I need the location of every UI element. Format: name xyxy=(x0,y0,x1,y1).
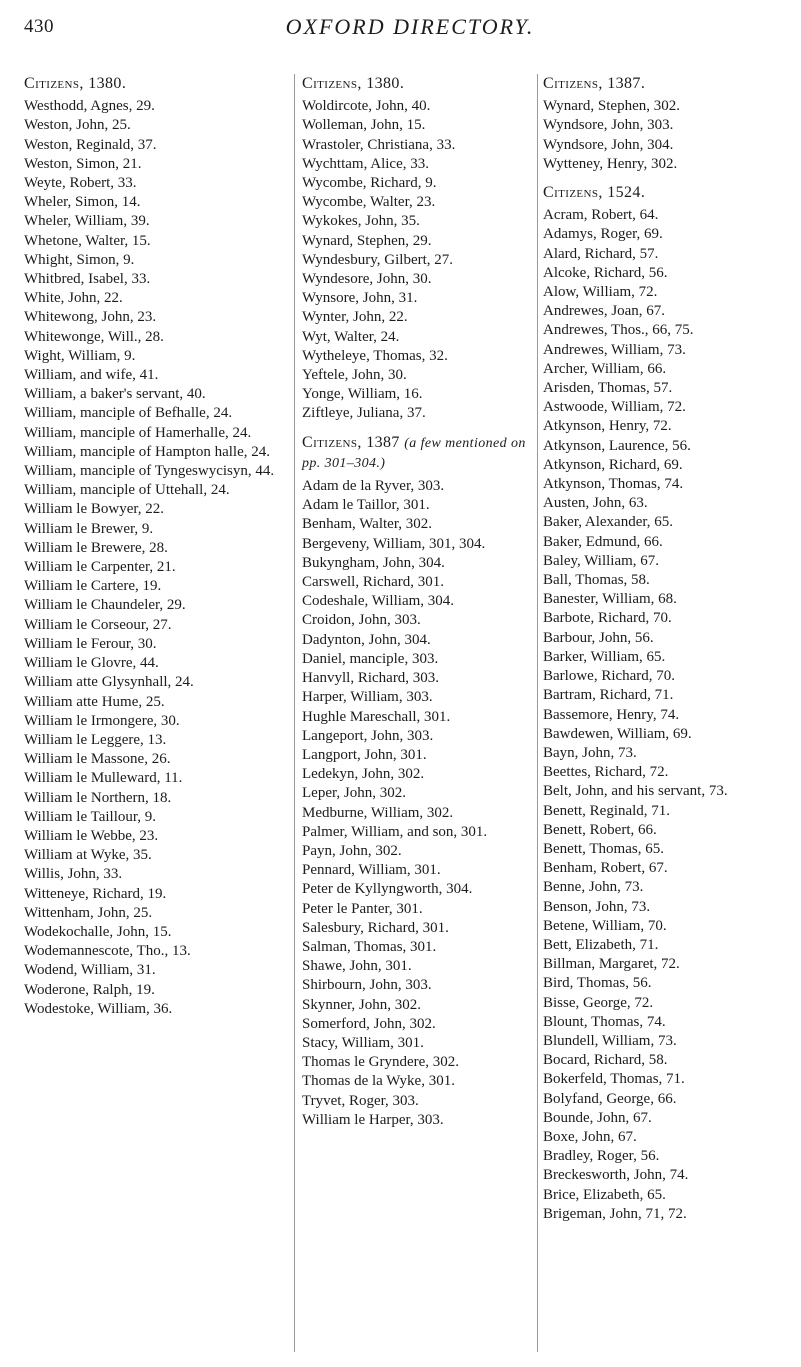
section-heading-text: Citizens, 1387 xyxy=(302,433,400,451)
directory-entry: Bartram, Richard, 71. xyxy=(543,687,674,704)
directory-entry: Salesbury, Richard, 301. xyxy=(302,919,449,936)
directory-entry: Whitewong, John, 23. xyxy=(24,309,157,326)
directory-entry: Betene, William, 70. xyxy=(543,917,667,934)
directory-entry: Tryvet, Roger, 303. xyxy=(302,1092,419,1109)
column-divider xyxy=(294,74,295,1352)
directory-entry: William, manciple of Tyngeswycisyn, 44. xyxy=(24,463,275,480)
directory-entry: Alard, Richard, 57. xyxy=(543,245,659,262)
directory-entry: Whitbred, Isabel, 33. xyxy=(24,271,151,288)
directory-entry: Wycombe, Walter, 23. xyxy=(302,194,436,211)
directory-entry: Benham, Walter, 302. xyxy=(302,516,432,533)
directory-entry: William atte Glysynhall, 24. xyxy=(24,674,194,691)
directory-entry: Weston, Reginald, 37. xyxy=(24,136,157,153)
directory-entry: Acram, Robert, 64. xyxy=(543,207,659,224)
directory-entry: Somerford, John, 302. xyxy=(302,1015,436,1032)
directory-entry: Bounde, John, 67. xyxy=(543,1109,652,1126)
directory-entry: Wheler, William, 39. xyxy=(24,213,150,230)
directory-entry: Wheler, Simon, 14. xyxy=(24,194,141,211)
directory-entry: Payn, John, 302. xyxy=(302,842,402,859)
directory-entry: Wyndesbury, Gilbert, 27. xyxy=(302,251,454,268)
directory-entry: William, manciple of Befhalle, 24. xyxy=(24,405,233,422)
directory-entry: Wyndsore, John, 304. xyxy=(543,136,674,153)
directory-entry: Yonge, William, 16. xyxy=(302,386,423,403)
directory-entry: Woderone, Ralph, 19. xyxy=(24,981,155,998)
directory-entry: Astwoode, William, 72. xyxy=(543,399,686,416)
directory-entry: Palmer, William, and son, 301. xyxy=(302,823,488,840)
directory-entry: Thomas le Gryndere, 302. xyxy=(302,1054,460,1071)
directory-entry: Bukyngham, John, 304. xyxy=(302,554,445,571)
directory-entry: Bradley, Roger, 56. xyxy=(543,1148,660,1165)
directory-entry: Alow, William, 72. xyxy=(543,284,658,301)
directory-entry: Banester, William, 68. xyxy=(543,591,677,608)
directory-entry: Witteneye, Richard, 19. xyxy=(24,885,167,902)
directory-entry: Barbote, Richard, 70. xyxy=(543,610,672,627)
directory-entry: Wyt, Walter, 24. xyxy=(302,328,400,345)
directory-entry: Andrewes, Thos., 66, 75. xyxy=(543,322,694,339)
directory-entry: Shirbourn, John, 303. xyxy=(302,977,432,994)
directory-entry: Wynard, Stephen, 302. xyxy=(543,98,680,115)
page-number: 430 xyxy=(24,16,54,37)
section-heading xyxy=(24,74,294,93)
directory-entry: Alcoke, Richard, 56. xyxy=(543,264,668,281)
directory-entry: Atkynson, Thomas, 74. xyxy=(543,476,684,493)
directory-entry: Langport, John, 301. xyxy=(302,746,427,763)
directory-entry: Baker, Alexander, 65. xyxy=(543,514,674,531)
directory-entry: Dadynton, John, 304. xyxy=(302,631,431,648)
directory-entry: Wyndsore, John, 303. xyxy=(543,117,674,134)
directory-entry: Andrewes, Joan, 67. xyxy=(543,303,666,320)
directory-entry: Adam le Taillor, 301. xyxy=(302,497,430,514)
directory-entry: Barbour, John, 56. xyxy=(543,629,654,646)
directory-entry: William le Bowyer, 22. xyxy=(24,501,165,518)
section-heading-text: Citizens, 1387. xyxy=(543,75,646,92)
directory-entry: Salman, Thomas, 301. xyxy=(302,938,437,955)
directory-entry: William le Mulleward, 11. xyxy=(24,770,183,787)
directory-column-2 xyxy=(302,74,536,1130)
directory-entry: Wynter, John, 22. xyxy=(302,309,408,326)
directory-entry: William le Brewer, 9. xyxy=(24,520,154,537)
directory-entry: Wrastoler, Christiana, 33. xyxy=(302,136,456,153)
directory-entry: Weyte, Robert, 33. xyxy=(24,175,137,192)
directory-entry: Andrewes, William, 73. xyxy=(543,341,686,358)
directory-entry: Wodekochalle, John, 15. xyxy=(24,923,172,940)
directory-entry: Whight, Simon, 9. xyxy=(24,251,135,268)
directory-entry: Weston, John, 25. xyxy=(24,117,131,134)
directory-entry: Benett, Robert, 66. xyxy=(543,821,657,838)
directory-entry: Bolyfand, George, 66. xyxy=(543,1090,677,1107)
directory-entry: Whetone, Walter, 15. xyxy=(24,232,151,249)
directory-entry: Wight, William, 9. xyxy=(24,347,136,364)
directory-entry: Wychttam, Alice, 33. xyxy=(302,155,429,172)
directory-entry: Yeftele, John, 30. xyxy=(302,367,407,384)
directory-entry: William le Irmongere, 30. xyxy=(24,712,180,729)
directory-entry: Shawe, John, 301. xyxy=(302,958,412,975)
directory-entry: Wytheleye, Thomas, 32. xyxy=(302,347,448,364)
directory-entry: White, John, 22. xyxy=(24,290,123,307)
directory-entry: William, a baker's servant, 40. xyxy=(24,386,206,403)
directory-entry: Austen, John, 63. xyxy=(543,495,648,512)
directory-entry: William, manciple of Hamerhalle, 24. xyxy=(24,424,252,441)
directory-entry: Woldircote, John, 40. xyxy=(302,98,431,115)
directory-entry: Bayn, John, 73. xyxy=(543,744,637,761)
directory-entry: Blundell, William, 73. xyxy=(543,1032,677,1049)
directory-entry: Beettes, Richard, 72. xyxy=(543,764,669,781)
directory-entry: William le Corseour, 27. xyxy=(24,616,172,633)
directory-entry: Wodestoke, William, 36. xyxy=(24,1000,173,1017)
directory-entry: Medburne, William, 302. xyxy=(302,804,454,821)
directory-entry: Wytteney, Henry, 302. xyxy=(543,155,678,172)
running-title: OXFORD DIRECTORY. xyxy=(285,14,535,39)
directory-entry: Bird, Thomas, 56. xyxy=(543,975,652,992)
section-heading-text: Citizens, 1380. xyxy=(24,75,127,92)
section-heading xyxy=(543,74,795,93)
directory-entry: Langeport, John, 303. xyxy=(302,727,434,744)
directory-entry: Ziftleye, Juliana, 37. xyxy=(302,405,426,422)
directory-entry: William le Brewere, 28. xyxy=(24,539,168,556)
directory-entry: Wodemannescote, Tho., 13. xyxy=(24,943,191,960)
directory-entry: Baley, William, 67. xyxy=(543,552,660,569)
directory-entry: Benson, John, 73. xyxy=(543,898,651,915)
directory-entry: Peter de Kyllyngworth, 304. xyxy=(302,881,473,898)
directory-entry: Baker, Edmund, 66. xyxy=(543,533,663,550)
directory-entry: William atte Hume, 25. xyxy=(24,693,165,710)
directory-entry: Atkynson, Richard, 69. xyxy=(543,456,683,473)
section-heading xyxy=(302,74,536,93)
directory-entry: Wynard, Stephen, 29. xyxy=(302,232,432,249)
directory-entry: Bokerfeld, Thomas, 71. xyxy=(543,1071,685,1088)
directory-entry: Bisse, George, 72. xyxy=(543,994,654,1011)
directory-entry: Bassemore, Henry, 74. xyxy=(543,706,680,723)
section-note: (a few mentioned on pp. 301–304.) xyxy=(302,435,526,471)
directory-entry: Weston, Simon, 21. xyxy=(24,155,142,172)
directory-entry: William, manciple of Uttehall, 24. xyxy=(24,482,230,499)
section-heading xyxy=(302,433,536,473)
directory-entry: Hanvyll, Richard, 303. xyxy=(302,670,440,687)
directory-entry: Wycombe, Richard, 9. xyxy=(302,175,437,192)
directory-entry: Wyndesore, John, 30. xyxy=(302,271,432,288)
directory-entry: Ball, Thomas, 58. xyxy=(543,572,650,589)
directory-entry: Breckesworth, John, 74. xyxy=(543,1167,689,1184)
directory-entry: Wolleman, John, 15. xyxy=(302,117,426,134)
directory-column-3 xyxy=(543,74,795,1224)
directory-entry: Harper, William, 303. xyxy=(302,689,433,706)
directory-entry: William le Northern, 18. xyxy=(24,789,172,806)
directory-entry: William, manciple of Hampton halle, 24. xyxy=(24,443,270,460)
directory-entry: William le Chaundeler, 29. xyxy=(24,597,186,614)
directory-entry: Benham, Robert, 67. xyxy=(543,860,668,877)
directory-entry: William le Cartere, 19. xyxy=(24,578,162,595)
directory-entry: William, and wife, 41. xyxy=(24,367,159,384)
section-heading-text: Citizens, 1380. xyxy=(302,75,405,92)
directory-entry: Ledekyn, John, 302. xyxy=(302,766,425,783)
directory-entry: Codeshale, William, 304. xyxy=(302,593,455,610)
directory-entry: Peter le Panter, 301. xyxy=(302,900,423,917)
directory-entry: William le Webbe, 23. xyxy=(24,827,159,844)
directory-entry: Barlowe, Richard, 70. xyxy=(543,668,676,685)
column-divider xyxy=(537,74,538,1352)
section-heading xyxy=(543,183,795,202)
directory-entry: William le Taillour, 9. xyxy=(24,808,157,825)
directory-entry: Wittenham, John, 25. xyxy=(24,904,153,921)
directory-entry: Blount, Thomas, 74. xyxy=(543,1013,666,1030)
directory-entry: Benett, Thomas, 65. xyxy=(543,840,664,857)
directory-entry: Bawdewen, William, 69. xyxy=(543,725,692,742)
directory-entry: Barker, William, 65. xyxy=(543,648,666,665)
directory-entry: Carswell, Richard, 301. xyxy=(302,574,445,591)
directory-entry: Whitewonge, Will., 28. xyxy=(24,328,164,345)
directory-entry: Willis, John, 33. xyxy=(24,866,123,883)
directory-entry: Adam de la Ryver, 303. xyxy=(302,478,445,495)
directory-entry: William le Carpenter, 21. xyxy=(24,559,176,576)
directory-entry: Westhodd, Agnes, 29. xyxy=(24,98,155,115)
directory-entry: Daniel, manciple, 303. xyxy=(302,650,439,667)
directory-entry: William le Leggere, 13. xyxy=(24,731,167,748)
directory-entry: Atkynson, Laurence, 56. xyxy=(543,437,691,454)
directory-entry: Wykokes, John, 35. xyxy=(302,213,420,230)
directory-entry: Atkynson, Henry, 72. xyxy=(543,418,672,435)
directory-entry: Benett, Reginald, 71. xyxy=(543,802,671,819)
directory-entry: Belt, John, and his servant, 73. xyxy=(543,783,728,800)
directory-entry: Brice, Elizabeth, 65. xyxy=(543,1186,666,1203)
directory-entry: Arisden, Thomas, 57. xyxy=(543,380,673,397)
directory-entry: William le Glovre, 44. xyxy=(24,655,159,672)
directory-entry: Benne, John, 73. xyxy=(543,879,644,896)
directory-entry: Billman, Margaret, 72. xyxy=(543,956,680,973)
directory-entry: Archer, William, 66. xyxy=(543,360,667,377)
directory-entry: William at Wyke, 35. xyxy=(24,847,152,864)
directory-entry: Hughle Mareschall, 301. xyxy=(302,708,451,725)
directory-column-1 xyxy=(24,74,294,1019)
directory-entry: Brigeman, John, 71, 72. xyxy=(543,1205,687,1222)
directory-entry: William le Massone, 26. xyxy=(24,751,171,768)
directory-entry: Bergeveny, William, 301, 304. xyxy=(302,535,486,552)
directory-entry: Adamys, Roger, 69. xyxy=(543,226,663,243)
directory-entry: Boxe, John, 67. xyxy=(543,1128,637,1145)
directory-entry: Bett, Elizabeth, 71. xyxy=(543,936,659,953)
directory-entry: Stacy, William, 301. xyxy=(302,1034,424,1051)
directory-entry: Thomas de la Wyke, 301. xyxy=(302,1073,455,1090)
directory-entry: Wodend, William, 31. xyxy=(24,962,156,979)
page-header xyxy=(0,0,801,60)
directory-entry: Leper, John, 302. xyxy=(302,785,406,802)
directory-entry: Skynner, John, 302. xyxy=(302,996,421,1013)
directory-entry: Wynsore, John, 31. xyxy=(302,290,418,307)
directory-entry: William le Harper, 303. xyxy=(302,1111,444,1128)
directory-entry: Croidon, John, 303. xyxy=(302,612,421,629)
directory-entry: William le Ferour, 30. xyxy=(24,635,157,652)
directory-entry: Bocard, Richard, 58. xyxy=(543,1052,668,1069)
directory-entry: Pennard, William, 301. xyxy=(302,862,441,879)
section-heading-text: Citizens, 1524. xyxy=(543,184,646,202)
